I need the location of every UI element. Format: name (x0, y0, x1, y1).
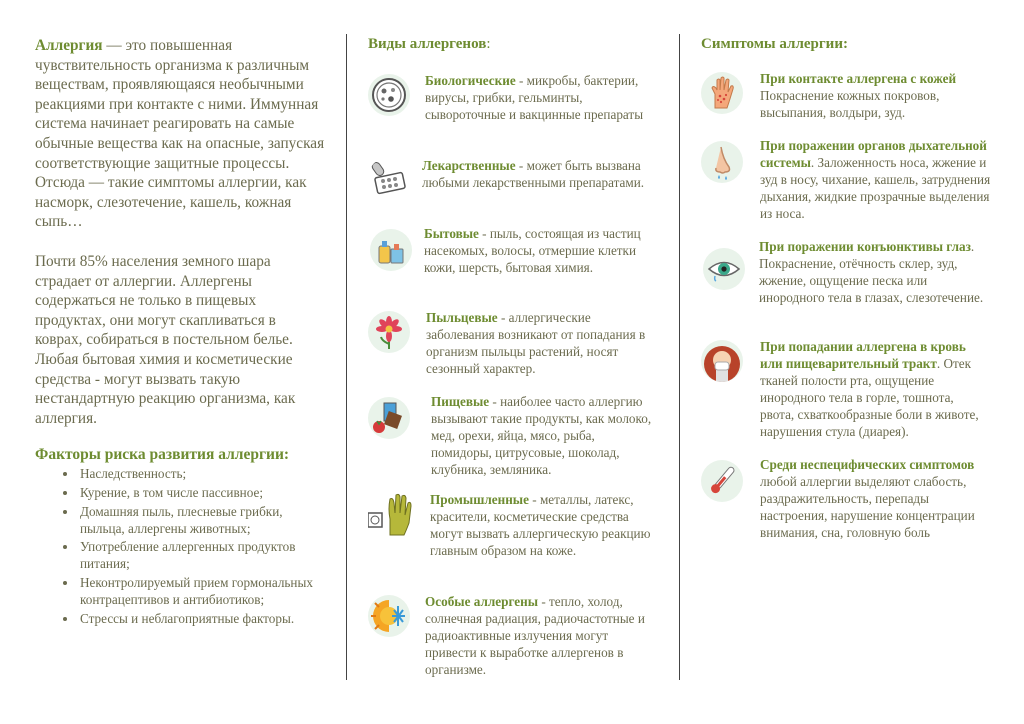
glove-icon (368, 491, 422, 537)
allergen-term: Биологические (425, 73, 516, 88)
allergen-desc (431, 393, 658, 478)
symptom-desc (760, 70, 991, 121)
allergen-desc (424, 225, 658, 276)
symptom-text: . Отек тканей полости рта, ощущение инородного тела в горле, тошнота, рвота, схваткообразные боли в животе, нарушения стула (диарея). (760, 356, 979, 439)
nose-icon (701, 141, 743, 183)
symptom-term: При контакте аллергена с кожей (760, 71, 957, 86)
symptom-text: любой аллергии выделяют слабость, раздражительность, перепады настроения, нарушение концентрации внимания, сна, головную боль (760, 474, 975, 540)
intro-text: — это повышенная чувствительность организма к различным веществам, проявляющаяся необычными реакциями при контакте с ними. Иммунная система начинает реагировать на самые обычные вещества как на опасные, запуская соответствующие защитные процессы. Отсюда — такие симптомы аллергии, как насморк, слезотечение, кашель, кожная сыпь… (35, 37, 325, 231)
sneezing-woman-icon (701, 340, 743, 382)
allergen-text: - пыль, состоящая из частиц насекомых, волосы, отмершие клетки кожи, шерсть, бытовая химия. (424, 226, 641, 275)
column-allergen-types (368, 36, 658, 686)
column-divider-left (346, 34, 347, 680)
allergen-text: - металлы, латекс, красители, косметические средства могут вызвать аллергическую реакцию главным образом на коже. (430, 492, 651, 558)
hand-rash-icon (701, 72, 743, 114)
allergen-desc (422, 157, 658, 191)
allergen-text: - микробы, бактерии, вирусы, грибки, гельминты, сывороточные и вакцинные препараты (425, 73, 644, 122)
symptom-text: Покраснение кожных покровов, высыпания, волдыри, зуд. (760, 88, 940, 120)
allergen-term: Лекарственные (422, 158, 516, 173)
column-symptoms (701, 36, 993, 686)
allergen-desc (430, 491, 658, 559)
column-divider-right (679, 34, 680, 680)
sun-snow-icon (368, 595, 410, 637)
symptom-text: . Покраснение, отёчность склер, зуд, жжение, ощущение песка или инородного тела в глазах, слезотечение. (759, 239, 984, 305)
list-item: • Употребление аллергенных продуктов питания; (78, 539, 327, 573)
allergen-text: - наиболее часто аллергию вызывают такие продукты, как молоко, мед, орехи, яйца, мясо, рыба, помидоры, цитрусовые, шоколад, клубника, земляника. (431, 394, 652, 477)
symptom-text: . Заложенность носа, жжение и зуд в носу, чихание, кашель, затруднения дыхания, жидкие прозрачные выделения из носа. (760, 155, 991, 221)
risk-factors-title: Факторы риска развития аллергии: (35, 446, 290, 464)
pills-icon (368, 157, 410, 199)
allergen-item-food (368, 393, 658, 478)
allergen-item-medicinal (368, 157, 658, 191)
allergen-term: Бытовые (424, 226, 479, 241)
petri-dish-icon (368, 74, 410, 116)
symptom-term: При попадании аллергена в кровь или пищеварительный тракт (760, 339, 966, 371)
symptom-term: При поражении органов дыхательной системы (760, 138, 987, 170)
column-intro (35, 36, 327, 629)
prevalence-paragraph: Почти 85% населения земного шара страдает от аллергии. Аллергены содержаться не только в пищевых продуктах, они могут скапливаться в коврах, собираться в постельном белье. Любая бытовая химия и косметические средства - могут вызвать такую нестандартную реакцию организма, как аллергия. (35, 252, 296, 427)
household-chemicals-icon (370, 229, 412, 271)
symptom-item-conjunctiva (701, 238, 991, 306)
allergen-types-title-text: Виды аллергенов (368, 36, 487, 52)
risk-factors-list (35, 466, 327, 627)
allergen-item-industrial (368, 491, 658, 559)
symptom-desc (760, 456, 991, 541)
allergen-item-household (368, 225, 658, 276)
allergen-term: Промышленные (430, 492, 529, 507)
eye-icon (703, 248, 745, 290)
thermometer-icon (701, 460, 743, 502)
allergen-types-title (368, 36, 658, 53)
allergen-types-title-colon: : (486, 36, 491, 52)
symptom-item-skin (701, 70, 991, 121)
allergen-item-special (368, 593, 658, 678)
allergen-item-biological (368, 72, 658, 123)
list-item: • Неконтролируемый прием гормональных контрацептивов и антибиотиков; (78, 575, 327, 609)
symptom-desc (759, 238, 991, 306)
flower-icon (368, 311, 410, 353)
list-item: • Стрессы и неблагоприятные факторы. (78, 611, 327, 628)
list-item: • Домашняя пыль, плесневые грибки, пыльца, аллергены животных; (78, 504, 327, 538)
symptom-term: При поражении конъюнктивы глаз (759, 239, 971, 254)
allergen-text: - аллергические заболевания возникают от попадания в организм пыльцы растений, носят сезонный характер. (426, 310, 646, 376)
intro-term: Аллергия (35, 37, 103, 54)
symptoms-title: Симптомы аллергии: (701, 36, 848, 52)
allergen-desc (425, 72, 658, 123)
symptom-desc (760, 137, 991, 222)
symptom-item-digestive (701, 338, 991, 440)
allergen-desc (426, 309, 658, 377)
list-item: • Наследственность; (78, 466, 327, 483)
symptom-term: Среди неспецифических симптомов (760, 457, 975, 472)
food-icon (368, 397, 410, 439)
list-item: • Курение, в том числе пассивное; (78, 485, 327, 502)
allergen-term: Пищевые (431, 394, 490, 409)
allergen-text: - может быть вызвана любыми лекарственными препаратами. (422, 158, 645, 190)
symptom-desc (760, 338, 991, 440)
symptom-item-nonspecific (701, 456, 991, 541)
symptom-item-respiratory (701, 137, 991, 222)
allergen-text: - тепло, холод, солнечная радиация, радиочастотные и радиоактивные излучения могут привести к выработке аллергенов в организме. (425, 594, 645, 677)
allergen-item-pollen (368, 309, 658, 377)
allergen-term: Особые аллергены (425, 594, 539, 609)
intro-paragraph (35, 36, 327, 232)
allergen-term: Пыльцевые (426, 310, 498, 325)
allergen-desc (425, 593, 658, 678)
